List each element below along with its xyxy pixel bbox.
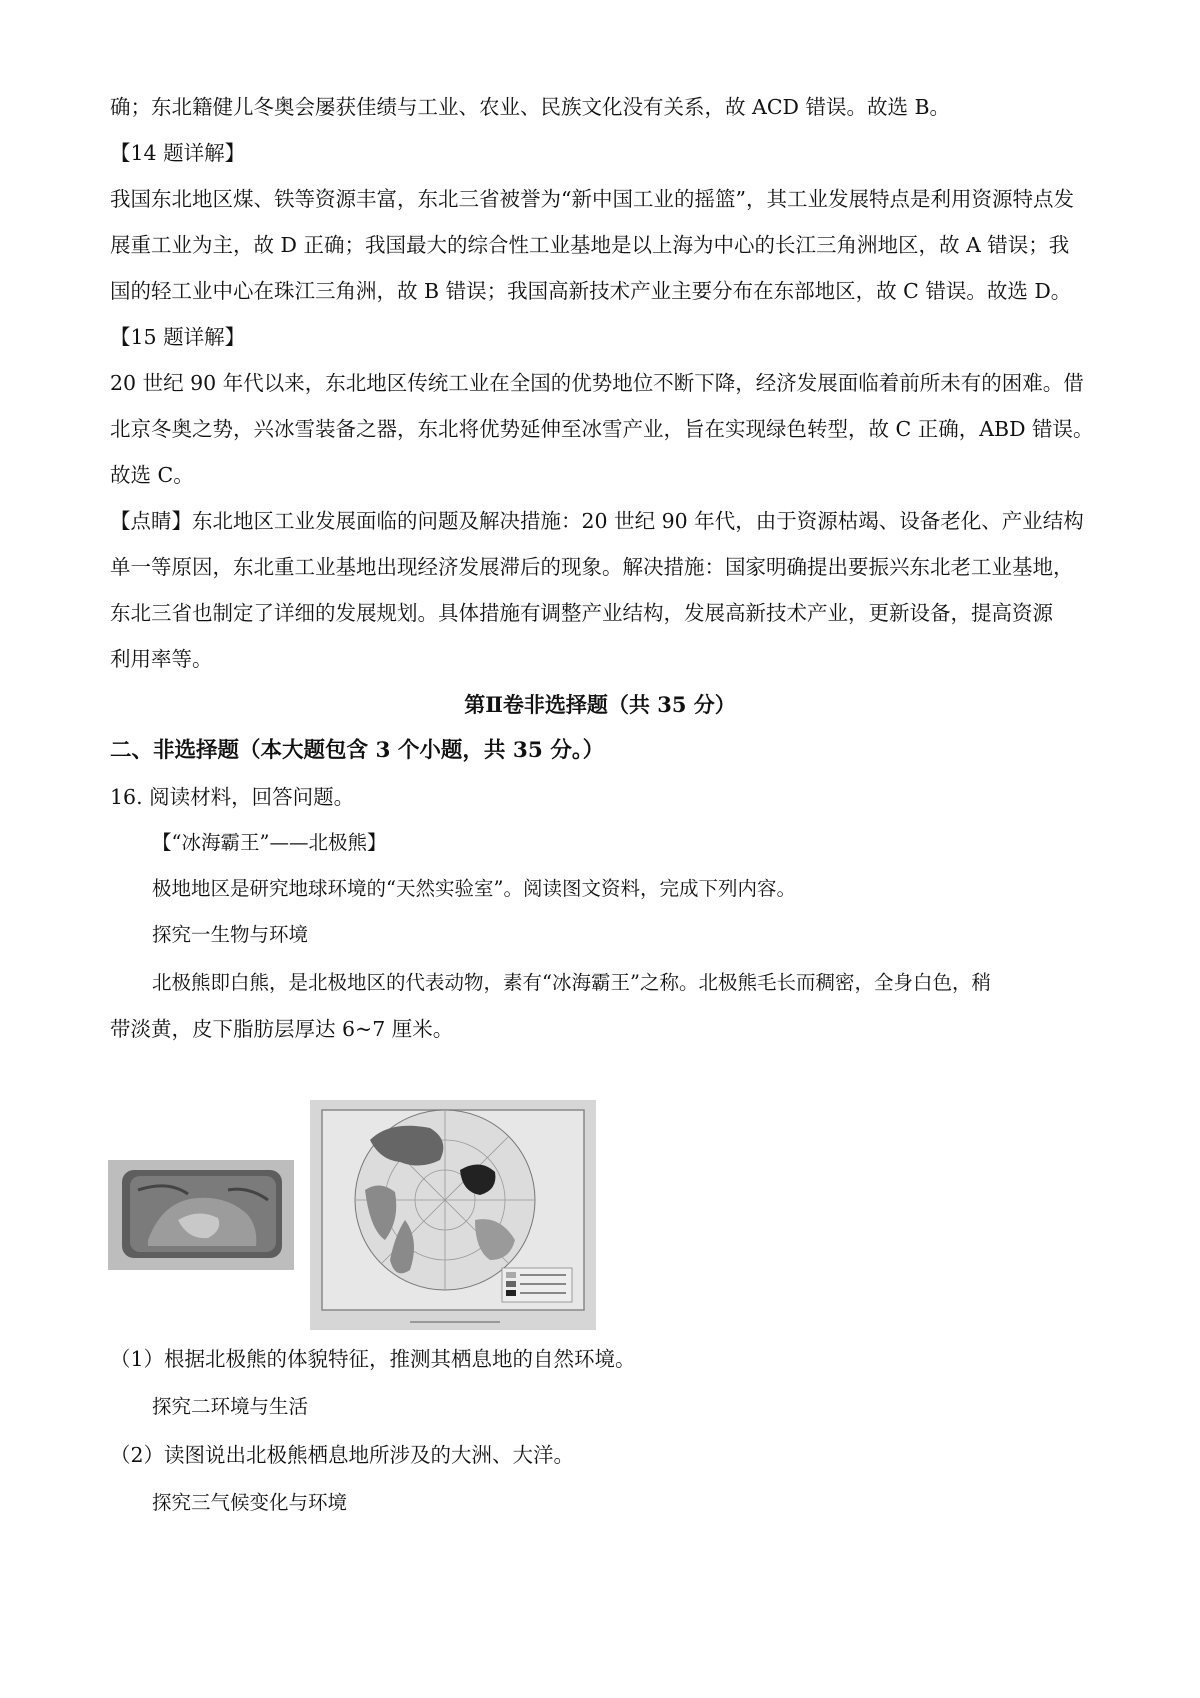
text-line: 20 世纪 90 年代以来，东北地区传统工业在全国的优势地位不断下降，经济发展面临着前所未有的困难。借 <box>110 371 1084 395</box>
explore-heading-2: 探究二环境与生活 <box>152 1395 309 1418</box>
answer-heading-15: 【15 题详解】 <box>110 325 246 349</box>
material-description: 北极熊即白熊，是北极地区的代表动物，素有“冰海霸王”之称。北极熊毛长而稠密，全身白色，稍 <box>152 971 991 994</box>
part-title: 第Ⅱ卷非选择题（共 35 分） <box>464 692 736 717</box>
explore-heading-3: 探究三气候变化与环境 <box>152 1491 348 1514</box>
text-line: 北京冬奥之势，兴冰雪装备之器，东北将优势延伸至冰雪产业，旨在实现绿色转型，故 C 正确，ABD 错误。 <box>110 417 1094 441</box>
explore-heading-1: 探究一生物与环境 <box>152 923 309 946</box>
polar-bear-photo <box>108 1160 294 1270</box>
arctic-map <box>310 1100 596 1330</box>
text-line: 确；东北籍健儿冬奥会屡获佳绩与工业、农业、民族文化没有关系，故 ACD 错误。故选 B。 <box>110 95 951 119</box>
text-line: 利用率等。 <box>110 647 213 671</box>
text-line: 【点睛】东北地区工业发展面临的问题及解决措施：20 世纪 90 年代，由于资源枯竭、设备老化、产业结构 <box>110 509 1084 533</box>
question-part-2: （2）读图说出北极熊栖息地所涉及的大洲、大洋。 <box>110 1443 575 1467</box>
answer-heading-14: 【14 题详解】 <box>110 141 246 165</box>
material-description-cont: 带淡黄，皮下脂肪层厚达 6~7 厘米。 <box>110 1017 454 1041</box>
text-line: 我国东北地区煤、铁等资源丰富，东北三省被誉为“新中国工业的摇篮”，其工业发展特点是利用资源特点发 <box>110 187 1074 211</box>
text-line: 单一等原因，东北重工业基地出现经济发展滞后的现象。解决措施：国家明确提出要振兴东北老工业基地， <box>110 555 1074 579</box>
material-intro: 极地地区是研究地球环境的“天然实验室”。阅读图文资料，完成下列内容。 <box>152 877 796 900</box>
section-title: 二、非选择题（本大题包含 3 个小题，共 35 分。） <box>110 738 605 763</box>
material-subtitle: 【“冰海霸王”——北极熊】 <box>152 831 387 854</box>
text-line: 展重工业为主，故 D 正确；我国最大的综合性工业基地是以上海为中心的长江三角洲地区，故 A 错误；我 <box>110 233 1070 257</box>
text-line: 国的轻工业中心在珠江三角洲，故 B 错误；我国高新技术产业主要分布在东部地区，故 C 错误。故选 D。 <box>110 279 1072 303</box>
question-stem: 16. 阅读材料，回答问题。 <box>110 785 355 809</box>
text-line: 东北三省也制定了详细的发展规划。具体措施有调整产业结构，发展高新技术产业，更新设备，提高资源 <box>110 601 1053 625</box>
text-line: 故选 C。 <box>110 463 194 487</box>
question-part-1: （1）根据北极熊的体貌特征，推测其栖息地的自然环境。 <box>110 1347 636 1371</box>
